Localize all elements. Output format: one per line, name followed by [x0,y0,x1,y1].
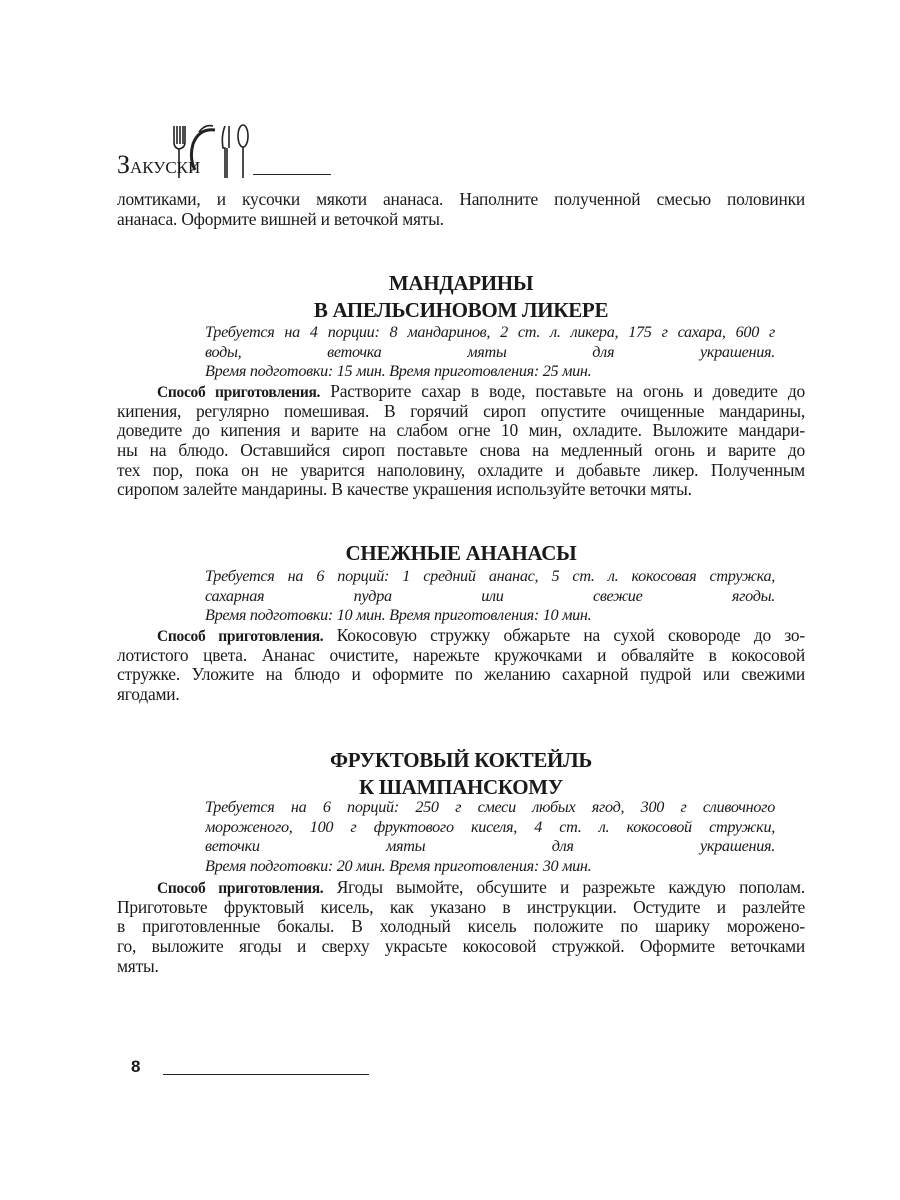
ingredients-line: Требуется на 6 порций: 250 г смеси любых ягод, 300 г сливочного [205,798,775,816]
recipe-ingredients [205,567,775,626]
method-label: Способ приготовления. [157,384,321,401]
section-title: ЗАКУСКИ [117,150,201,179]
method-line: тех пор, пока он не уварится наполовину, охладите и добавьте ликер. Полученным [117,460,805,480]
ingredients-line: веточки мяты для украшения. [205,837,775,856]
method-label: Способ приготовления. [157,628,324,645]
recipe-title-line: К ШАМПАНСКОМУ [359,775,563,799]
method-line: в приготовленные бокалы. В холодный кисель положите по шарику морожено- [117,917,805,937]
text-line: ананаса. Оформите вишней и веточкой мяты. [117,209,444,229]
recipe-ingredients [205,798,775,877]
method-line: стружке. Уложите на блюдо и оформите по желанию сахарной пудрой или свежими [117,665,805,685]
recipe-title [117,747,805,801]
footer-rule [163,1074,369,1075]
method-line [117,878,805,898]
recipe-title [117,270,805,324]
recipe-title [117,540,805,567]
ingredients-line: воды, веточка мяты для украшения. [205,342,775,361]
ingredients-line: мороженого, 100 г фруктового киселя, 4 ст. л. кокосовой стружки, [205,817,775,836]
method-line: кипения, регулярно помешивая. В горячий сироп опустите очищенные мандарины, [117,401,805,421]
method-line: сиропом залейте мандарины. В качестве украшения используйте веточки мяты. [117,480,692,500]
recipe-title-line: ФРУКТОВЫЙ КОКТЕЙЛЬ [329,748,592,772]
method-label: Способ приготовления. [157,880,324,897]
text-line: ломтиками, и кусочки мякоти ананаса. Наполните полученной смесью половинки [117,190,805,209]
method-line: го, выложите ягоды и сверху украсьте кокосовой стружкой. Оформите веточками [117,937,805,957]
method-line: мяты. [117,956,159,976]
method-text: Растворите сахар в воде, поставьте на огонь и доведите до [320,382,805,401]
recipe-title-line: СНЕЖНЫЕ АНАНАСЫ [345,541,577,565]
recipe-ingredients [205,323,775,382]
ingredients-line: сахарная пудра или свежие ягоды. [205,586,775,605]
recipe-method [117,382,805,500]
method-line: Приготовьте фруктовый кисель, как указано в инструкции. Остудите и разлейте [117,897,805,917]
method-line: доведите до кипения и варите на слабом огне 10 мин, охладите. Выложите мандари- [117,421,805,441]
method-line [117,626,805,646]
running-head [117,122,337,182]
method-text: Кокосовую стружку обжарьте на сухой сковороде до зо- [323,626,805,645]
method-line: ягодами. [117,685,180,705]
ingredients-line: Требуется на 6 порций: 1 средний ананас, 5 ст. л. кокосовая стружка, [205,567,775,585]
recipe-title-line: В АПЕЛЬСИНОВОМ ЛИКЕРЕ [313,298,609,322]
ingredients-line: Требуется на 4 порции: 8 мандаринов, 2 ст. л. ликера, 175 г сахара, 600 г [205,323,775,341]
ingredients-line: Время подготовки: 15 мин. Время приготовления: 25 мин. [205,362,592,381]
method-line [117,382,805,402]
method-line: ны на блюдо. Оставшийся сироп поставьте снова на медленный огонь и варите до [117,441,805,461]
ingredients-line: Время подготовки: 10 мин. Время приготовления: 10 мин. [205,606,592,625]
recipe-title-line: МАНДАРИНЫ [388,271,534,295]
method-text: Ягоды вымойте, обсушите и разрежьте каждую пополам. [323,878,805,897]
page-number: 8 [131,1057,141,1076]
intro-paragraph [117,190,805,229]
header-rule [253,174,331,175]
recipe-method [117,878,805,976]
recipe-method [117,626,805,705]
method-line: лотистого цвета. Ананас очистите, нарежьте кружочками и обваляйте в кокосовой [117,645,805,665]
ingredients-line: Время подготовки: 20 мин. Время приготовления: 30 мин. [205,857,592,876]
